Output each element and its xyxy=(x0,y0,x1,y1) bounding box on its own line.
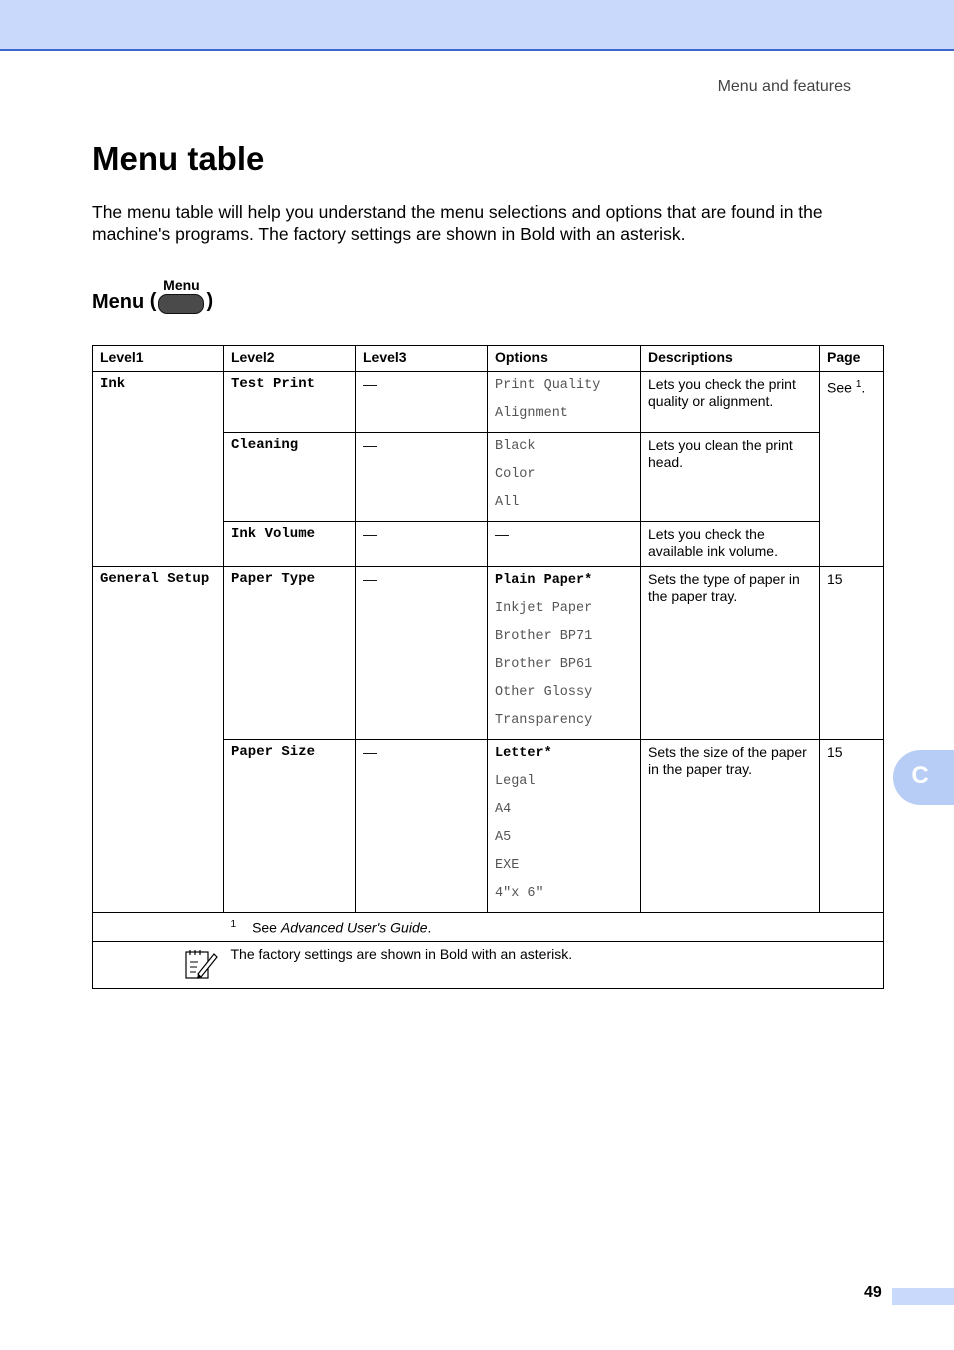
note-text: The factory settings are shown in Bold with an asterisk. xyxy=(224,942,884,989)
menu-heading-text: Menu xyxy=(92,291,145,313)
menu-key-icon xyxy=(158,278,204,314)
cell-paper-type-description: Sets the type of paper in the paper tray. xyxy=(641,567,820,740)
cell-ink-volume-level3: — xyxy=(356,522,488,567)
footnote-ref: 1 xyxy=(855,379,862,390)
cell-cleaning-description: Lets you clean the print head. xyxy=(641,433,820,522)
option-transparency: Transparency xyxy=(495,713,593,728)
cell-test-print-options xyxy=(488,372,641,433)
footnote-text-before: See xyxy=(252,919,281,936)
footnote xyxy=(224,913,884,942)
note-icon-cell xyxy=(93,942,224,989)
footnote-guide-title: Advanced User's Guide xyxy=(280,919,428,936)
cell-paper-type-page: 15 xyxy=(820,567,884,740)
option-brother-bp61: Brother BP61 xyxy=(495,657,593,672)
header-level3: Level3 xyxy=(356,346,488,372)
header-descriptions: Descriptions xyxy=(641,346,820,372)
cell-ink-volume-options: — xyxy=(488,522,641,567)
table-row-note xyxy=(93,942,884,989)
cell-cleaning: Cleaning xyxy=(224,433,356,522)
header-options: Options xyxy=(488,346,641,372)
page-number-bar xyxy=(892,1288,954,1305)
cell-paper-size-description: Sets the size of the paper in the paper tray. xyxy=(641,740,820,913)
cell-test-print-description: Lets you check the print quality or alignment. xyxy=(641,372,820,433)
option-plain-paper: Plain Paper* xyxy=(495,573,593,588)
cell-cleaning-level3: — xyxy=(356,433,488,522)
cell-paper-type-level3: — xyxy=(356,567,488,740)
option-letter: Letter* xyxy=(495,746,552,761)
option-exe: EXE xyxy=(495,858,520,873)
note-pencil-icon xyxy=(184,946,218,984)
chapter-tab-label: C xyxy=(911,762,929,789)
cell-paper-size: Paper Size xyxy=(224,740,356,913)
header-page: Page xyxy=(820,346,884,372)
page-see-period: . xyxy=(861,379,866,396)
table-row-footnote xyxy=(93,913,884,942)
option-a4: A4 xyxy=(495,802,512,817)
running-head: Menu and features xyxy=(717,78,851,95)
cell-ink: Ink xyxy=(93,372,224,567)
menu-button-shape xyxy=(158,294,204,314)
option-black: Black xyxy=(495,439,536,454)
table-row-paper-type xyxy=(93,567,884,740)
table-header-row xyxy=(93,346,884,372)
intro-paragraph: The menu table will help you understand the menu selections and options that are found in the machine's programs. The factory settings are shown in Bold with an asterisk. xyxy=(92,202,823,244)
option-all: All xyxy=(495,495,520,510)
option-4x6: 4"x 6" xyxy=(495,886,544,901)
menu-heading xyxy=(92,278,213,314)
page-see-text: See xyxy=(827,379,852,396)
cell-general-setup: General Setup xyxy=(93,567,224,913)
header-level2: Level2 xyxy=(224,346,356,372)
option-a5: A5 xyxy=(495,830,512,845)
page-number: 49 xyxy=(864,1284,882,1301)
option-print-quality: Print Quality xyxy=(495,378,601,393)
option-legal: Legal xyxy=(495,774,536,789)
option-brother-bp71: Brother BP71 xyxy=(495,629,593,644)
option-inkjet-paper: Inkjet Paper xyxy=(495,601,593,616)
option-color: Color xyxy=(495,467,536,482)
footnote-number: 1 xyxy=(230,919,237,930)
footnote-text-after: . xyxy=(427,919,432,936)
cell-test-print-level3: — xyxy=(356,372,488,433)
header-band xyxy=(0,0,954,51)
header-level1: Level1 xyxy=(93,346,224,372)
cell-paper-size-level3: — xyxy=(356,740,488,913)
table-row-test-print xyxy=(93,372,884,433)
cell-ink-volume: Ink Volume xyxy=(224,522,356,567)
option-other-glossy: Other Glossy xyxy=(495,685,593,700)
cell-paper-type-options xyxy=(488,567,641,740)
cell-ink-page xyxy=(820,372,884,567)
menu-table xyxy=(92,345,884,989)
close-paren: ) xyxy=(206,290,214,312)
cell-paper-size-page: 15 xyxy=(820,740,884,913)
cell-paper-size-options xyxy=(488,740,641,913)
cell-paper-type: Paper Type xyxy=(224,567,356,740)
option-alignment: Alignment xyxy=(495,406,568,421)
page-title: Menu table xyxy=(92,140,265,177)
chapter-tab xyxy=(893,750,954,805)
cell-cleaning-options xyxy=(488,433,641,522)
open-paren: ( xyxy=(149,290,157,312)
cell-test-print: Test Print xyxy=(224,372,356,433)
menu-key-label: Menu xyxy=(163,277,200,293)
cell-ink-volume-description: Lets you check the available ink volume. xyxy=(641,522,820,567)
